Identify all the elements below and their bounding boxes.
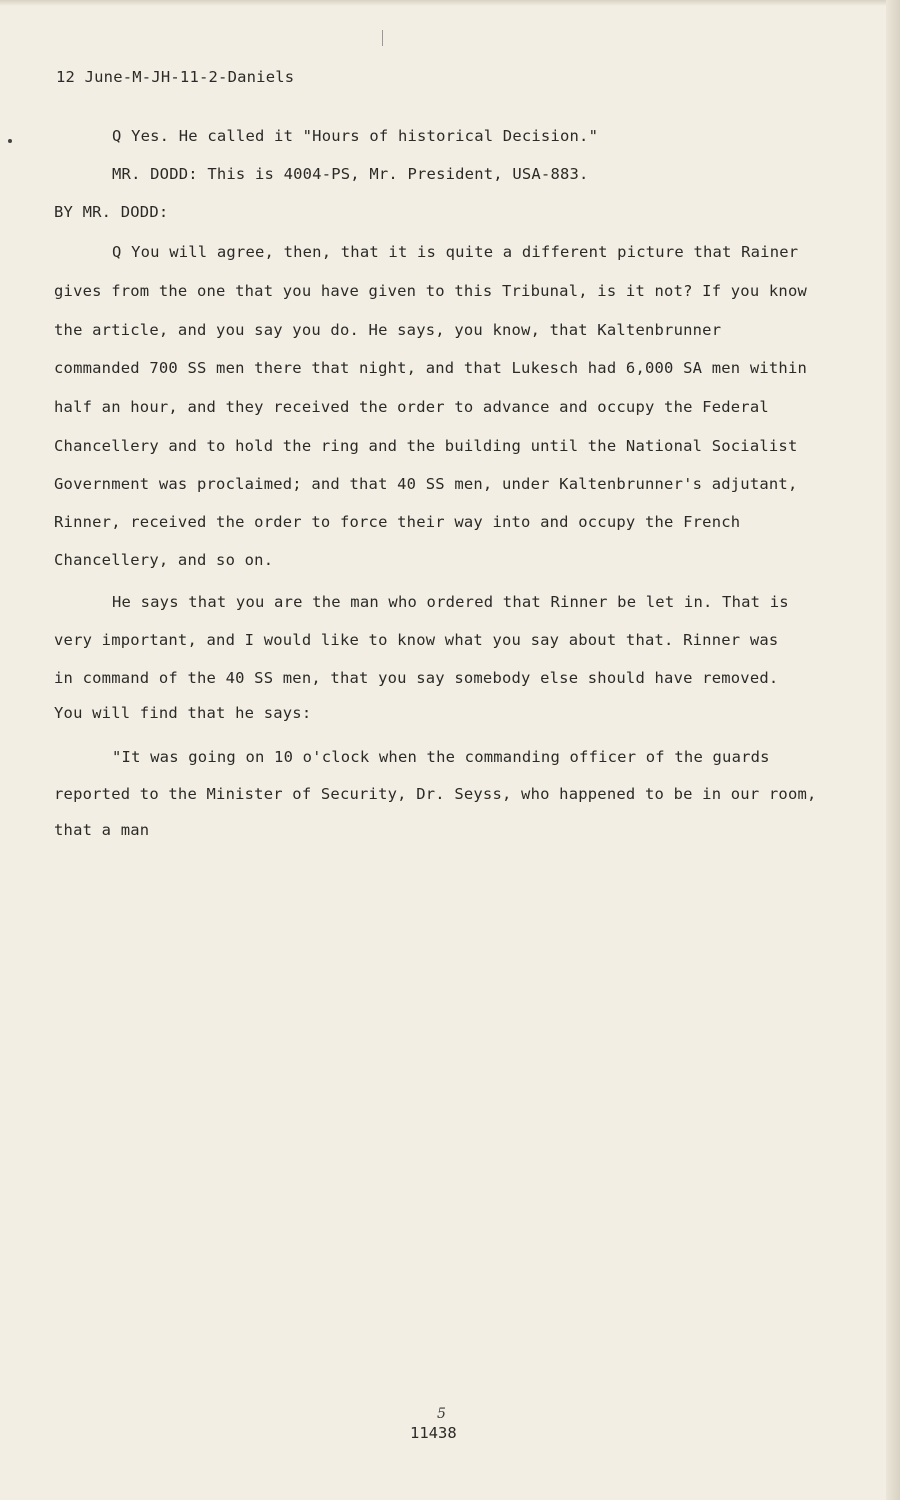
text-line: Rinner, received the order to force their way into and occupy the French <box>54 513 741 531</box>
text-line: MR. DODD: This is 4004-PS, Mr. President, USA-883. <box>112 165 589 183</box>
text-line: commanded 700 SS men there that night, and that Lukesch had 6,000 SA men within <box>54 359 808 377</box>
text-line: that a man <box>54 821 150 839</box>
text-line: Chancellery and to hold the ring and the building until the National Socialist <box>54 437 798 455</box>
page-top-edge <box>0 0 900 6</box>
text-line: very important, and I would like to know what you say about that. Rinner was <box>54 631 779 649</box>
text-line: "It was going on 10 o'clock when the commanding officer of the guards <box>112 748 770 766</box>
text-line: BY MR. DODD: <box>54 203 169 221</box>
text-line: in command of the 40 SS men, that you say somebody else should have removed. <box>54 669 779 687</box>
page-number: 11438 <box>410 1424 457 1442</box>
text-line: He says that you are the man who ordered that Rinner be let in. That is <box>112 593 789 611</box>
text-line: Q You will agree, then, that it is quite a different picture that Rainer <box>112 243 799 261</box>
text-line: Q Yes. He called it "Hours of historical Decision." <box>112 127 599 145</box>
margin-mark <box>8 139 12 143</box>
text-line: half an hour, and they received the order to advance and occupy the Federal <box>54 398 769 416</box>
text-line: reported to the Minister of Security, Dr. Seyss, who happened to be in our room, <box>54 785 817 803</box>
text-line: Chancellery, and so on. <box>54 551 274 569</box>
text-line: You will find that he says: <box>54 704 312 722</box>
handwritten-correction: 5 <box>437 1406 446 1422</box>
crease-mark <box>382 30 383 46</box>
text-line: Government was proclaimed; and that 40 SS men, under Kaltenbrunner's adjutant, <box>54 475 798 493</box>
text-line: gives from the one that you have given to this Tribunal, is it not? If you know <box>54 282 808 300</box>
page-right-edge <box>886 0 900 1500</box>
text-line: the article, and you say you do. He says, you know, that Kaltenbrunner <box>54 321 722 339</box>
page-header: 12 June-M-JH-11-2-Daniels <box>56 68 295 86</box>
